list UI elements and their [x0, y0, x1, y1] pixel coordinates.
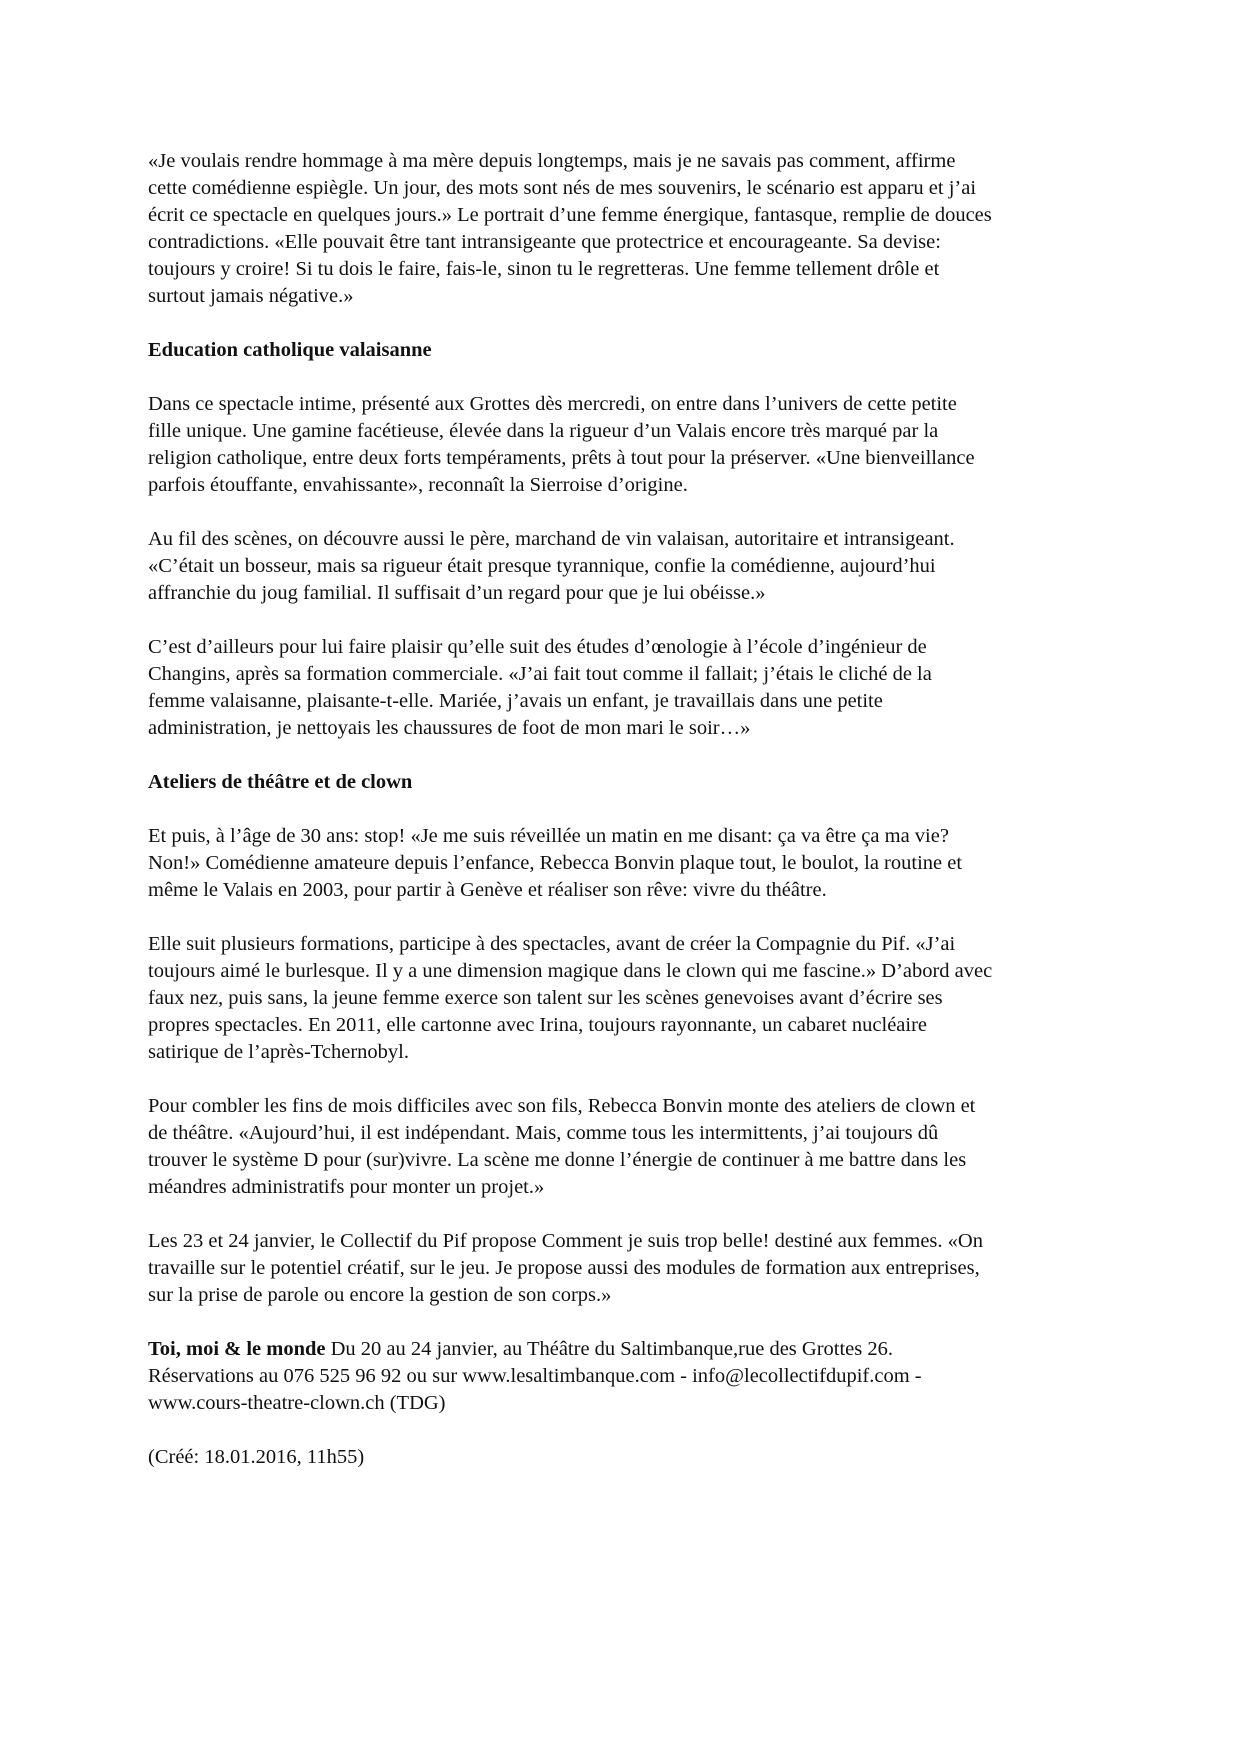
text-line: Les 23 et 24 janvier, le Collectif du Pif propose Comment je suis trop belle! destiné aux femmes. «On [148, 1230, 983, 1252]
text-line: fille unique. Une gamine facétieuse, élevée dans la rigueur d’un Valais encore très marqué par la [148, 420, 939, 442]
text-line: satirique de l’après-Tchernobyl. [148, 1041, 409, 1063]
text-line: Dans ce spectacle intime, présenté aux Grottes dès mercredi, on entre dans l’univers de cette petite [148, 393, 957, 415]
text-line: Non!» Comédienne amateure depuis l’enfance, Rebecca Bonvin plaque tout, le boulot, la routine et [148, 852, 963, 874]
created-date: (Créé: 18.01.2016, 11h55) [148, 1446, 365, 1468]
text-line: Changins, après sa formation commerciale. «J’ai fait tout comme il fallait; j’étais le cliché de la [148, 663, 932, 685]
text-line: même le Valais en 2003, pour partir à Genève et réaliser son rêve: vivre du théâtre. [148, 879, 827, 901]
paragraph-3 [148, 526, 1108, 607]
paragraph-7 [148, 1093, 1108, 1201]
text-line: femme valaisanne, plaisante-t-elle. Mariée, j’avais un enfant, je travaillais dans une petite [148, 690, 883, 712]
text-line: «C’était un bosseur, mais sa rigueur était presque tyrannique, confie la comédienne, aujourd’hui [148, 555, 936, 577]
text-line: affranchie du joug familial. Il suffisait d’un regard pour que je lui obéisse.» [148, 582, 766, 604]
event-info-line [148, 1336, 1108, 1363]
paragraph-6 [148, 931, 1108, 1066]
article-body [148, 148, 1108, 1498]
event-info [148, 1336, 1108, 1417]
paragraph-2 [148, 391, 1108, 499]
text-line: sur la prise de parole ou encore la gestion de son corps.» [148, 1284, 612, 1306]
text-line: Elle suit plusieurs formations, participe à des spectacles, avant de créer la Compagnie du Pif. «J’ai [148, 933, 956, 955]
text-line: faux nez, puis sans, la jeune femme exerce son talent sur les scènes genevoises avant d’écrire ses [148, 987, 943, 1009]
show-title: Toi, moi & le monde [148, 1338, 326, 1360]
text-line: administration, je nettoyais les chaussures de foot de mon mari le soir…» [148, 717, 751, 739]
text-line: cette comédienne espiègle. Un jour, des mots sont nés de mes souvenirs, le scénario est apparu et j’ai [148, 177, 977, 199]
paragraph-4 [148, 634, 1108, 742]
website-line: www.cours-theatre-clown.ch (TDG) [148, 1392, 446, 1414]
text-line: trouver le système D pour (sur)vivre. La scène me donne l’énergie de continuer à me battre dans les [148, 1149, 967, 1171]
paragraph-1 [148, 148, 1108, 310]
text-line: Pour combler les fins de mois difficiles avec son fils, Rebecca Bonvin monte des ateliers de clown et [148, 1095, 976, 1117]
event-dates-venue: Du 20 au 24 janvier, au Théâtre du Saltimbanque,rue des Grottes 26. [325, 1338, 894, 1360]
text-line: écrit ce spectacle en quelques jours.» Le portrait d’une femme énergique, fantasque, remplie de douces [148, 204, 992, 226]
section-heading-ateliers: Ateliers de théâtre et de clown [148, 771, 413, 793]
section-heading-education: Education catholique valaisanne [148, 339, 432, 361]
text-line: méandres administratifs pour monter un projet.» [148, 1176, 545, 1198]
text-line: contradictions. «Elle pouvait être tant intransigeante que protectrice et encourageante. Sa devise: [148, 231, 941, 253]
text-line: Au fil des scènes, on découvre aussi le père, marchand de vin valaisan, autoritaire et intransigeant. [148, 528, 955, 550]
text-line: C’est d’ailleurs pour lui faire plaisir qu’elle suit des études d’œnologie à l’école d’ingénieur de [148, 636, 927, 658]
paragraph-5 [148, 823, 1108, 904]
text-line: toujours y croire! Si tu dois le faire, fais-le, sinon tu le regretteras. Une femme tellement drôle et [148, 258, 940, 280]
text-line: de théâtre. «Aujourd’hui, il est indépendant. Mais, comme tous les intermittents, j’ai toujours dû [148, 1122, 939, 1144]
text-line: surtout jamais négative.» [148, 285, 354, 307]
text-line: parfois étouffante, envahissante», reconnaît la Sierroise d’origine. [148, 474, 688, 496]
text-line: travaille sur le potentiel créatif, sur le jeu. Je propose aussi des modules de formation aux entreprises, [148, 1257, 980, 1279]
text-line: «Je voulais rendre hommage à ma mère depuis longtemps, mais je ne savais pas comment, affirme [148, 150, 956, 172]
text-line: toujours aimé le burlesque. Il y a une dimension magique dans le clown qui me fascine.» D’abord avec [148, 960, 993, 982]
text-line: propres spectacles. En 2011, elle cartonne avec Irina, toujours rayonnante, un cabaret nucléaire [148, 1014, 928, 1036]
text-line: religion catholique, entre deux forts tempéraments, prêts à tout pour la préserver. «Une bienveillance [148, 447, 975, 469]
paragraph-8 [148, 1228, 1108, 1309]
text-line: Et puis, à l’âge de 30 ans: stop! «Je me suis réveillée un matin en me disant: ça va être ça ma vie? [148, 825, 949, 847]
reservations-line: Réservations au 076 525 96 92 ou sur www.lesaltimbanque.com - info@lecollectifdupif.com - [148, 1365, 922, 1387]
